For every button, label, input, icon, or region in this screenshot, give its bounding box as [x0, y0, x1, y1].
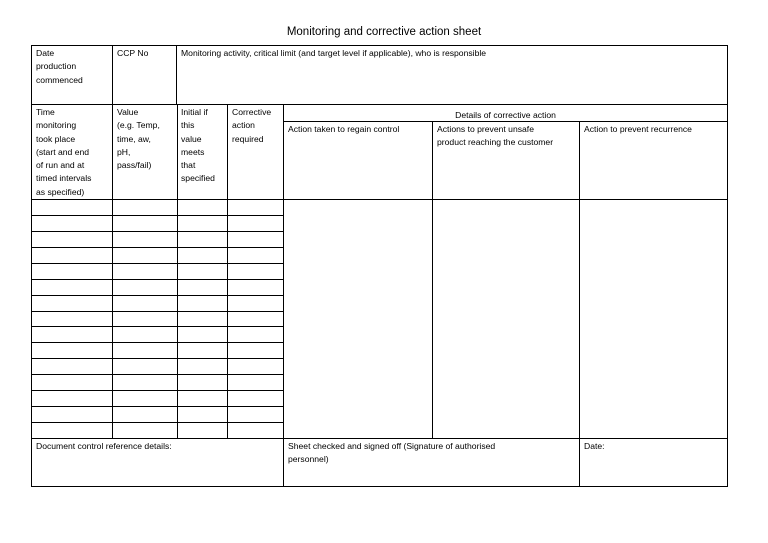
blank-row-line: [31, 279, 284, 280]
sheet-title: Monitoring and corrective action sheet: [286, 26, 482, 38]
action-prevent-unsafe-header: Actions to prevent unsafe product reaching the customer: [437, 124, 554, 148]
footer-divider: [31, 438, 728, 439]
blank-row-line: [31, 311, 284, 312]
time-column-header: Time monitoring took place (start and end of run and at timed intervals as specified): [36, 107, 92, 197]
blank-row-line: [31, 374, 284, 375]
column-header-divider: [31, 199, 728, 200]
header-col-divider-2: [176, 45, 177, 104]
blank-row-line: [31, 358, 284, 359]
blank-row-line: [31, 295, 284, 296]
blank-row-line: [31, 390, 284, 391]
value-col-divider: [112, 104, 113, 438]
blank-row-line: [31, 342, 284, 343]
table-right-border: [727, 45, 728, 487]
action-prevent-recurrence-header: Action to prevent recurrence: [584, 124, 692, 134]
blank-row-line: [31, 422, 284, 423]
blank-row-line: [31, 231, 284, 232]
table-left-border: [31, 45, 32, 487]
prevent-unsafe-col-divider: [432, 121, 433, 438]
header-row-divider: [31, 104, 728, 105]
date-label: Date:: [584, 441, 605, 451]
corrective-col-divider: [227, 104, 228, 438]
blank-row-line: [31, 263, 284, 264]
initial-col-divider: [177, 104, 178, 438]
sheet-checked-label: Sheet checked and signed off (Signature of authorised personnel): [288, 441, 496, 465]
header-col-divider-1: [112, 45, 113, 104]
date-production-label: Date production commenced: [36, 48, 83, 85]
table-top-border: [31, 45, 728, 46]
action-regain-header: Action taken to regain control: [288, 124, 400, 134]
doc-control-label: Document control reference details:: [36, 441, 172, 451]
blank-row-line: [31, 215, 284, 216]
blank-row-line: [31, 247, 284, 248]
value-column-header: Value (e.g. Temp, time, aw, pH, pass/fail): [117, 107, 160, 171]
table-bottom-border: [31, 486, 728, 487]
recurrence-col-divider: [579, 121, 580, 487]
initial-column-header: Initial if this value meets that specified: [181, 107, 215, 184]
ccp-no-label: CCP No: [117, 48, 149, 58]
blank-row-line: [31, 326, 284, 327]
details-group-header: Details of corrective action: [455, 110, 556, 120]
blank-row-line: [31, 406, 284, 407]
monitoring-activity-label: Monitoring activity, critical limit (and target level if applicable), who is responsible: [181, 48, 487, 58]
corrective-required-header: Corrective action required: [232, 107, 272, 144]
